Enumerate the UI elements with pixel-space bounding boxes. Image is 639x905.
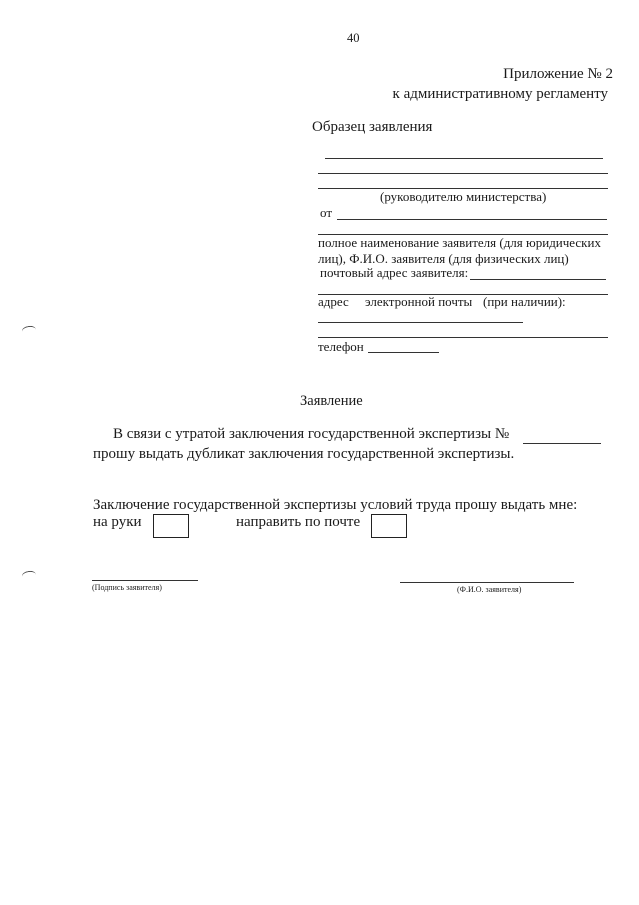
phone-label: телефон	[318, 339, 364, 354]
expertise-number-line[interactable]	[523, 443, 601, 444]
scan-mark-lower	[21, 570, 36, 581]
applicant-desc-line-2: лиц), Ф.И.О. заявителя (для физических лиц)	[318, 251, 569, 266]
option-mail-checkbox[interactable]	[371, 514, 407, 538]
name-line[interactable]	[400, 582, 574, 583]
appendix-number: Приложение № 2	[503, 66, 613, 82]
signature-caption: (Подпись заявителя)	[92, 583, 162, 592]
page-number: 40	[347, 31, 360, 45]
signature-line[interactable]	[92, 580, 198, 581]
option-hand-checkbox[interactable]	[153, 514, 189, 538]
applicant-desc-line-1: полное наименование заявителя (для юридических	[318, 235, 601, 250]
option-hand-label: на руки	[93, 514, 142, 530]
appendix-reference: к административному регламенту	[392, 86, 608, 102]
scan-mark-upper	[21, 325, 36, 336]
option-mail-label: направить по почте	[236, 514, 361, 530]
email-label-word-3: (при наличии):	[483, 294, 566, 309]
email-line-2[interactable]	[318, 337, 608, 338]
recipient-line-2[interactable]	[318, 173, 608, 174]
name-caption: (Ф.И.О. заявителя)	[457, 585, 522, 594]
from-label: от	[320, 205, 333, 220]
issue-method-line: Заключение государственной экспертизы условий труда прошу выдать мне:	[93, 497, 578, 513]
email-line-1[interactable]	[318, 322, 523, 323]
postal-label: почтовый адрес заявителя:	[320, 265, 469, 280]
statement-line-1: В связи с утратой заключения государственной экспертизы №	[113, 426, 510, 442]
sample-title: Образец заявления	[312, 119, 433, 135]
postal-line-1[interactable]	[470, 279, 606, 280]
email-label-word-1: адрес	[318, 294, 349, 309]
recipient-line-1[interactable]	[325, 158, 603, 159]
email-label-word-2: электронной почты	[365, 294, 473, 309]
phone-line[interactable]	[368, 352, 439, 353]
recipient-caption: (руководителю министерства)	[380, 189, 547, 204]
from-line[interactable]	[337, 219, 607, 220]
statement-line-2: прошу выдать дубликат заключения государственной экспертизы.	[93, 446, 515, 462]
statement-title: Заявление	[300, 393, 363, 409]
